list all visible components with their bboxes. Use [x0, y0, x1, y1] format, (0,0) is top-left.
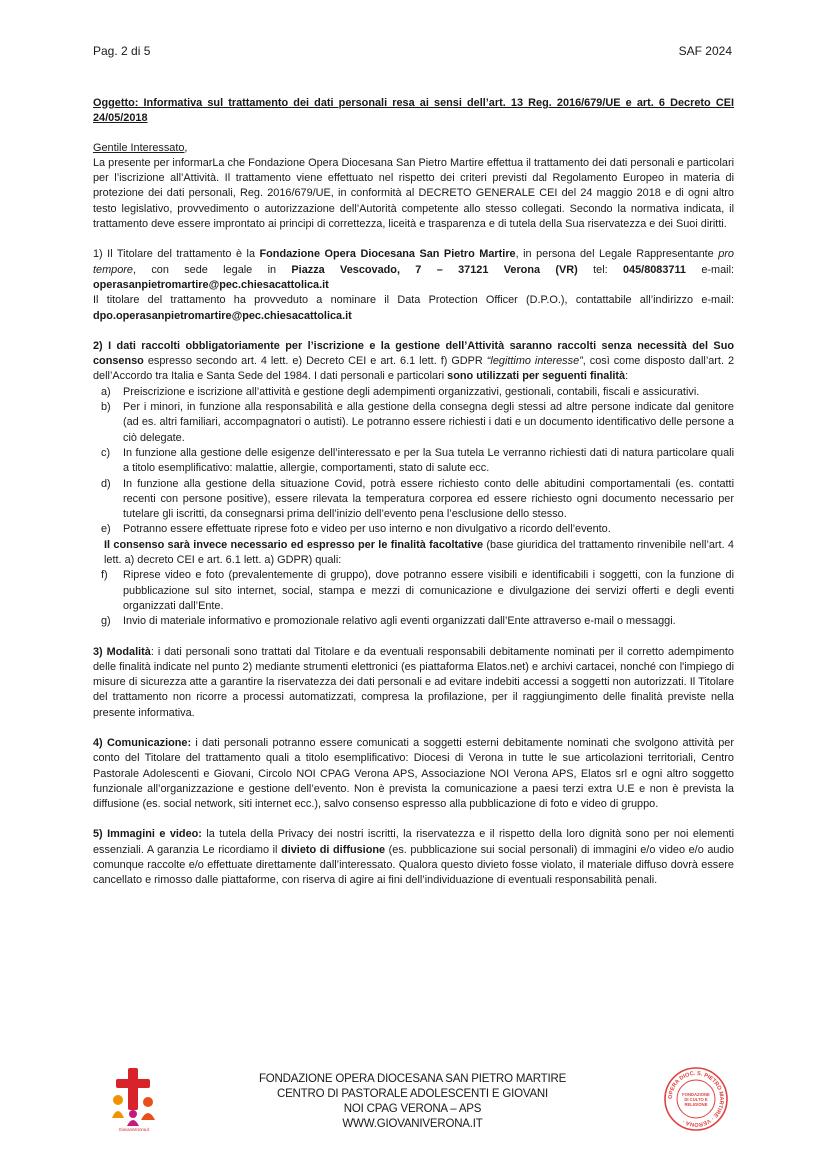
footer-website: WWW.GIOVANIVERONA.IT — [342, 1118, 483, 1130]
document-code: SAF 2024 — [678, 44, 732, 58]
list-item: c) In funzione alla gestione delle esigenze dell’interessato e per la Sua tutela Le verranno richiesti dati di natura particolare quali a titolo esemplificativo: malattie, allergie, comportamenti, stato di salute ecc. — [101, 446, 734, 475]
section-4-communication: 4) Comunicazione: i dati personali potranno essere comunicati a soggetti esterni debitamente nominati che svolgono attività per conto del Titolare del trattamento quali a titolo esemplificativo: Diocesi di Verona in tutte le sue articolazioni territoriali, Centro Pastorale Adolescenti e Giovani, Circolo NOI CPAG Verona APS, Associazione NOI Verona APS, Elatos srl e ogni altro soggetto funzionale all’organizzazione e gestione dell’evento. Non è prevista la comunicazione a paesi terzi extra U.E e non è prevista la diffusione (es. social network, siti internet ecc.), salvo consenso espresso alla pubblicazione di foto e video di gruppo. — [93, 736, 734, 811]
intro-paragraph: La presente per informarLa che Fondazione Opera Diocesana San Pietro Martire effettua il trattamento dei dati personali e particolari per l’iscrizione all’Attività. Il trattamento viene effettuato nel rispetto dei criteri previsti dal Regolamento Europeo in materia di protezione dei dati personali, Reg. 2016/679/UE, in conformità al DECRETO GENERALE CEI del 24 maggio 2018 e di ogni altro testo legislativo, provvedimento o autorizzazione dell’Autorità competente allo stesso collegati. Secondo la normativa indicata, il trattamento deve essere improntato ai principi di correttezza, liceità e trasparenza e di tutela della Sua riservatezza e dei Suoi diritti. — [93, 156, 734, 231]
svg-text:FONDAZIONE: FONDAZIONE — [682, 1092, 710, 1097]
list-item: d) In funzione alla gestione della situazione Covid, potrà essere richiesto conto delle abitudini comportamentali (es. contatti recenti con persone positive), essere rilevata la temperatura corporea ed essere richiesto ogni documento necessario per tutelare gli iscritti, da consegnarsi prima dell’inizio dell’evento pena l’esclusione dello stesso. — [101, 477, 734, 521]
page-header — [93, 44, 732, 58]
list-item: a) Preiscrizione e iscrizione all’attività e gestione degli adempimenti organizzativi, gestionali, contabili, fiscali e assicurativi. — [101, 385, 700, 398]
section-1-controller: 1) Il Titolare del trattamento è la Fondazione Opera Diocesana San Pietro Martire, in persona del Legale Rappresentante pro tempore, con sede legale in Piazza Vescovado, 7 – 37121 Verona (VR) tel: 045/8083711 e-mail: operasanpietromartire@pec.chiesacattolica.it — [93, 248, 735, 291]
section-1-dpo: Il titolare del trattamento ha provveduto a nominare il Data Protection Officer (D.P.O.), contattabile all’indirizzo e-mail: dpo.operasanpietromartire@pec.chiesacattolica.it — [93, 294, 734, 322]
footer — [240, 1072, 585, 1132]
mandatory-purposes-list — [93, 385, 734, 538]
logo-caption: GiovaniVerona.it — [118, 1127, 150, 1132]
list-item: f) Riprese video e foto (prevalentemente di gruppo), dove potranno essere visibili e identificabili i soggetti, con la funzione di pubblicazione sul sito internet, social, stampa e mezzi di comunicazione e divulgazione dei servizi offerti e degli eventi organizzati dall’Ente. — [101, 569, 734, 612]
list-item: b) Per i minori, in funzione alla responsabilità e alla gestione della consegna degli stessi ad altre persone indicate dal genitore (ad es. altri familiari, accompagnatori o autisti). Le potranno essere richiesti i dati e un documento identificativo delle persone a ciò delegate. — [101, 401, 734, 444]
seal-stamp-icon — [663, 1066, 729, 1132]
optional-purposes-list — [93, 568, 734, 629]
dpo-email: dpo.operasanpietromartire@pec.chiesacattolica.it — [93, 309, 352, 322]
footer-foundation: FONDAZIONE OPERA DIOCESANA SAN PIETRO MARTIRE — [258, 1073, 567, 1085]
svg-text:RELIGIONE: RELIGIONE — [684, 1102, 708, 1107]
subject-line: Oggetto: Informativa sul trattamento dei dati personali resa ai sensi dell’art. 13 Reg. 2016/679/UE e art. 6 Decreto CEI 24/05/2018 — [93, 97, 734, 125]
page-number: Pag. 2 di 5 — [93, 44, 151, 58]
seal-ring-text: OPERA DIOC. S. PIETRO MARTIRE · VERONA · — [667, 1070, 725, 1128]
list-item: g) Invio di materiale informativo e promozionale relativo agli eventi organizzati dall’Ente attraverso e-mail o messaggi. — [101, 615, 676, 628]
document-body — [93, 96, 734, 889]
svg-text:DI CULTO E: DI CULTO E — [684, 1097, 708, 1102]
optional-consent-paragraph: Il consenso sarà invece necessario ed espresso per le finalità facoltative (base giuridica del trattamento rinvenibile nell’art. 4 lett. a) decreto CEI e art. 6.1 lett. a) GDPR) quali: — [104, 538, 734, 567]
cross-logo-icon — [108, 1066, 160, 1132]
section-3-methods: 3) Modalità: i dati personali sono trattati dal Titolare e da eventuali responsabili debitamente nominati per il corretto adempimento delle finalità indicate nel punto 2) mediante strumenti elettronici (es piattaforma Elatos.net) e archivi cartacei, nonché con l'impiego di misure di sicurezza atte a garantire la riservatezza dei dati personali e ad evitare indebiti accessi a soggetti non autorizzati. Il Titolare del trattamento non ricorre a processi automatizzati, compresa la profilazione, per il raggiungimento delle finalità previste nella presente informativa. — [93, 645, 734, 719]
footer-association: NOI CPAG VERONA – APS — [343, 1103, 482, 1115]
controller-email: operasanpietromartire@pec.chiesacattolica.it — [93, 278, 329, 291]
footer-center: CENTRO DI PASTORALE ADOLESCENTI E GIOVANI — [276, 1088, 549, 1100]
greeting: Gentile Interessato, — [93, 141, 188, 154]
section-2-purposes: 2) I dati raccolti obbligatoriamente per l’iscrizione e la gestione dell’Attività saranno raccolti senza necessità del Suo consenso espresso secondo art. 4 lett. e) Decreto CEI e art. 6.1 lett. f) GDPR “legittimo interesse”, così come disposto dall’art. 2 dell’Accordo tra Italia e Santa Sede del 1984. I dati personali e particolari sono utilizzati per seguenti finalità: — [93, 339, 735, 383]
list-item: e) Potranno essere effettuate riprese foto e video per uso interno e non divulgativo a ricordo dell’evento. — [101, 523, 611, 536]
section-5-images-video: 5) Immagini e video: la tutela della Privacy dei nostri iscritti, la riservatezza e il rispetto della loro dignità sono per noi elementi essenziali. A garanzia Le ricordiamo il divieto di diffusione (es. pubblicazione sui social personali) di immagini e/o video e/o audio comunque raccolte e/o effettuate direttamente dall’interessato. Qualora questo divieto fosse violato, il materiale diffuso dovrà essere cancellato e rimosso dalle piattaforme, con riserva di agire ai fini dell’individuazione di eventuali responsabilità penali. — [93, 828, 734, 887]
